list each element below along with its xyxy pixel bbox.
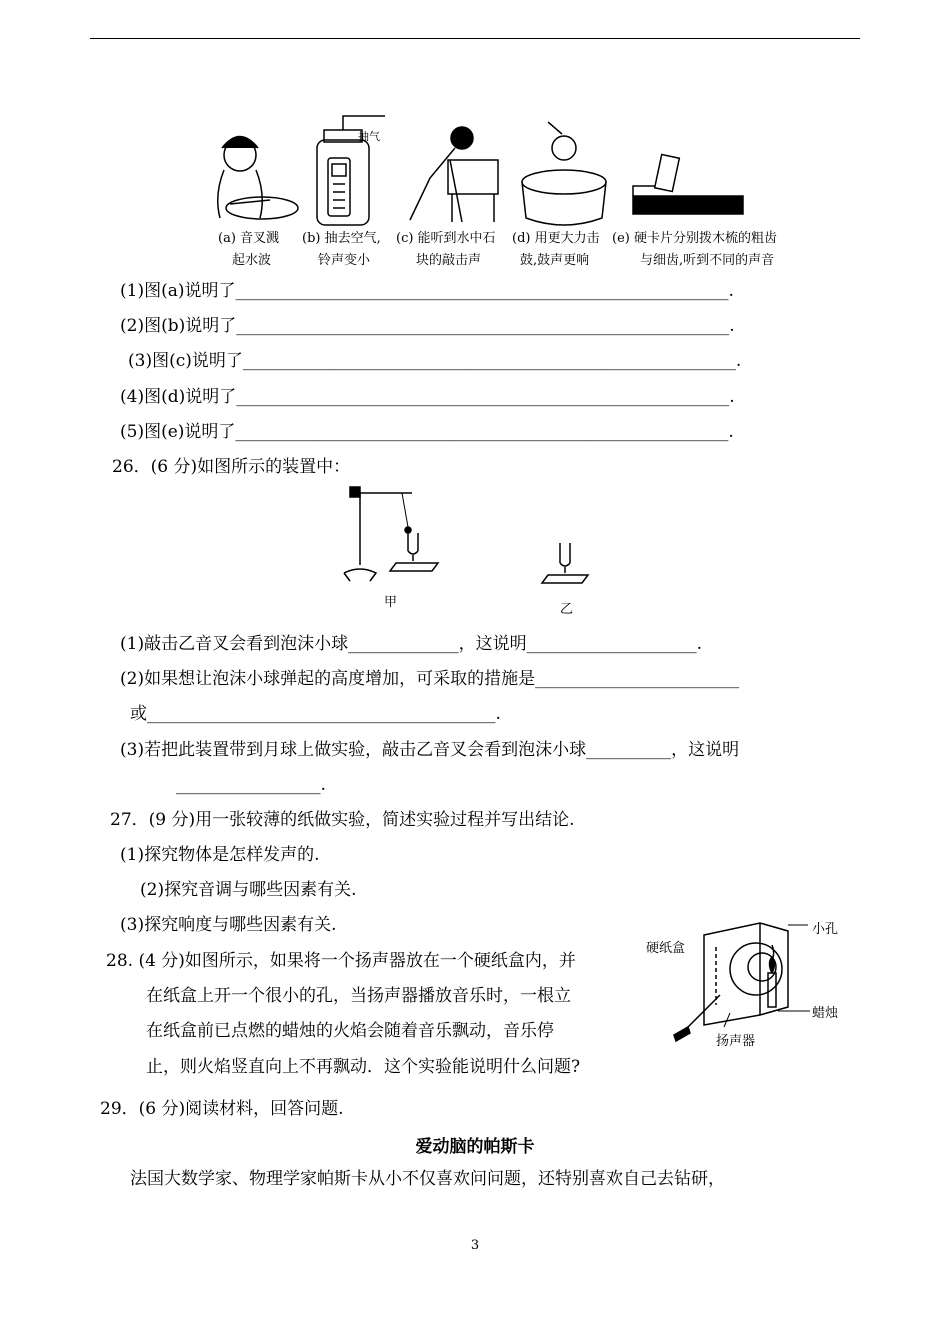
q26-part3-cont: _________________. [176,775,326,795]
label-cardboard-box: 硬纸盒 [646,941,686,956]
q26-part2-or: 或_________________________________________. [130,704,501,724]
label-speaker: 扬声器 [716,1034,756,1049]
sound-experiments-figure [200,100,785,242]
q27-heading: 27．(9 分)用一张较薄的纸做实验，简述实验过程并写出结论. [110,810,575,830]
caption-b-line2: 铃声变小 [318,253,371,268]
q28-line1: 28. (4 分)如图所示，如果将一个扬声器放在一个硬纸盒内，并 [106,951,576,971]
q25-line-1: (1)图(a)说明了__________________________________________________________. [120,281,734,301]
header-rule [90,38,860,39]
q26-part1: (1)敲击乙音叉会看到泡沫小球_____________，这说明____________________. [120,634,702,654]
q28-line2: 在纸盒上开一个很小的孔，当扬声器播放音乐时，一根立 [146,986,571,1006]
page-number: 3 [470,1238,480,1253]
q28-line4: 止，则火焰竖直向上不再飘动．这个实验能说明什么问题? [146,1057,581,1077]
caption-c-line1: (c) 能听到水中石 [396,231,496,246]
passage-line1: 法国大数学家、物理学家帕斯卡从小不仅喜欢问问题，还特别喜欢自己去钻研， [130,1169,725,1189]
q25-line-3: (3)图(c)说明了__________________________________________________________. [128,351,742,371]
q27-part1: (1)探究物体是怎样发声的. [120,845,320,865]
q26-part2: (2)如果想让泡沫小球弹起的高度增加，可采取的措施是________________________ [120,669,740,689]
caption-d-line1: (d) 用更大力击 [512,231,600,246]
q26-part3: (3)若把此装置带到月球上做实验，敲击乙音叉会看到泡沫小球__________，这说明 [120,740,740,760]
caption-b-line1: (b) 抽去空气, [302,231,381,246]
label-small-hole: 小孔 [812,922,839,937]
label-yi: 乙 [560,602,574,617]
label-jia: 甲 [384,595,398,610]
caption-e-line1: (e) 硬卡片分别拨木梳的粗齿 [612,231,777,246]
q27-part2: (2)探究音调与哪些因素有关. [140,880,357,900]
q29-heading: 29．(6 分)阅读材料，回答问题. [100,1099,344,1119]
caption-e-line2: 与细齿,听到不同的声音 [640,253,775,268]
caption-c-line2: 块的敲击声 [416,253,482,268]
q28-line3: 在纸盒前已点燃的蜡烛的火焰会随着音乐飘动，音乐停 [146,1021,554,1041]
caption-d-line2: 鼓,鼓声更响 [520,253,590,268]
panel-d-drum [522,122,606,225]
q27-part3: (3)探究响度与哪些因素有关. [120,915,337,935]
pump-label: 抽气 [358,130,380,143]
q25-line-5: (5)图(e)说明了__________________________________________________________. [120,422,734,442]
label-candle: 蜡烛 [812,1006,839,1021]
tuning-fork-figure [340,485,600,595]
q26-heading: 26．(6 分)如图所示的装置中： [112,457,351,477]
panel-c-man-water-tank [410,127,498,222]
caption-a-line2: 起水波 [232,253,272,268]
caption-a-line1: (a) 音叉溅 [218,231,280,246]
q25-line-4: (4)图(d)说明了__________________________________________________________. [120,387,735,407]
q25-line-2: (2)图(b)说明了__________________________________________________________. [120,316,735,336]
panel-e-comb-card [633,155,743,214]
passage-title: 爱动脑的帕斯卡 [415,1137,535,1157]
panel-a-girl-tuning-fork [218,137,298,220]
